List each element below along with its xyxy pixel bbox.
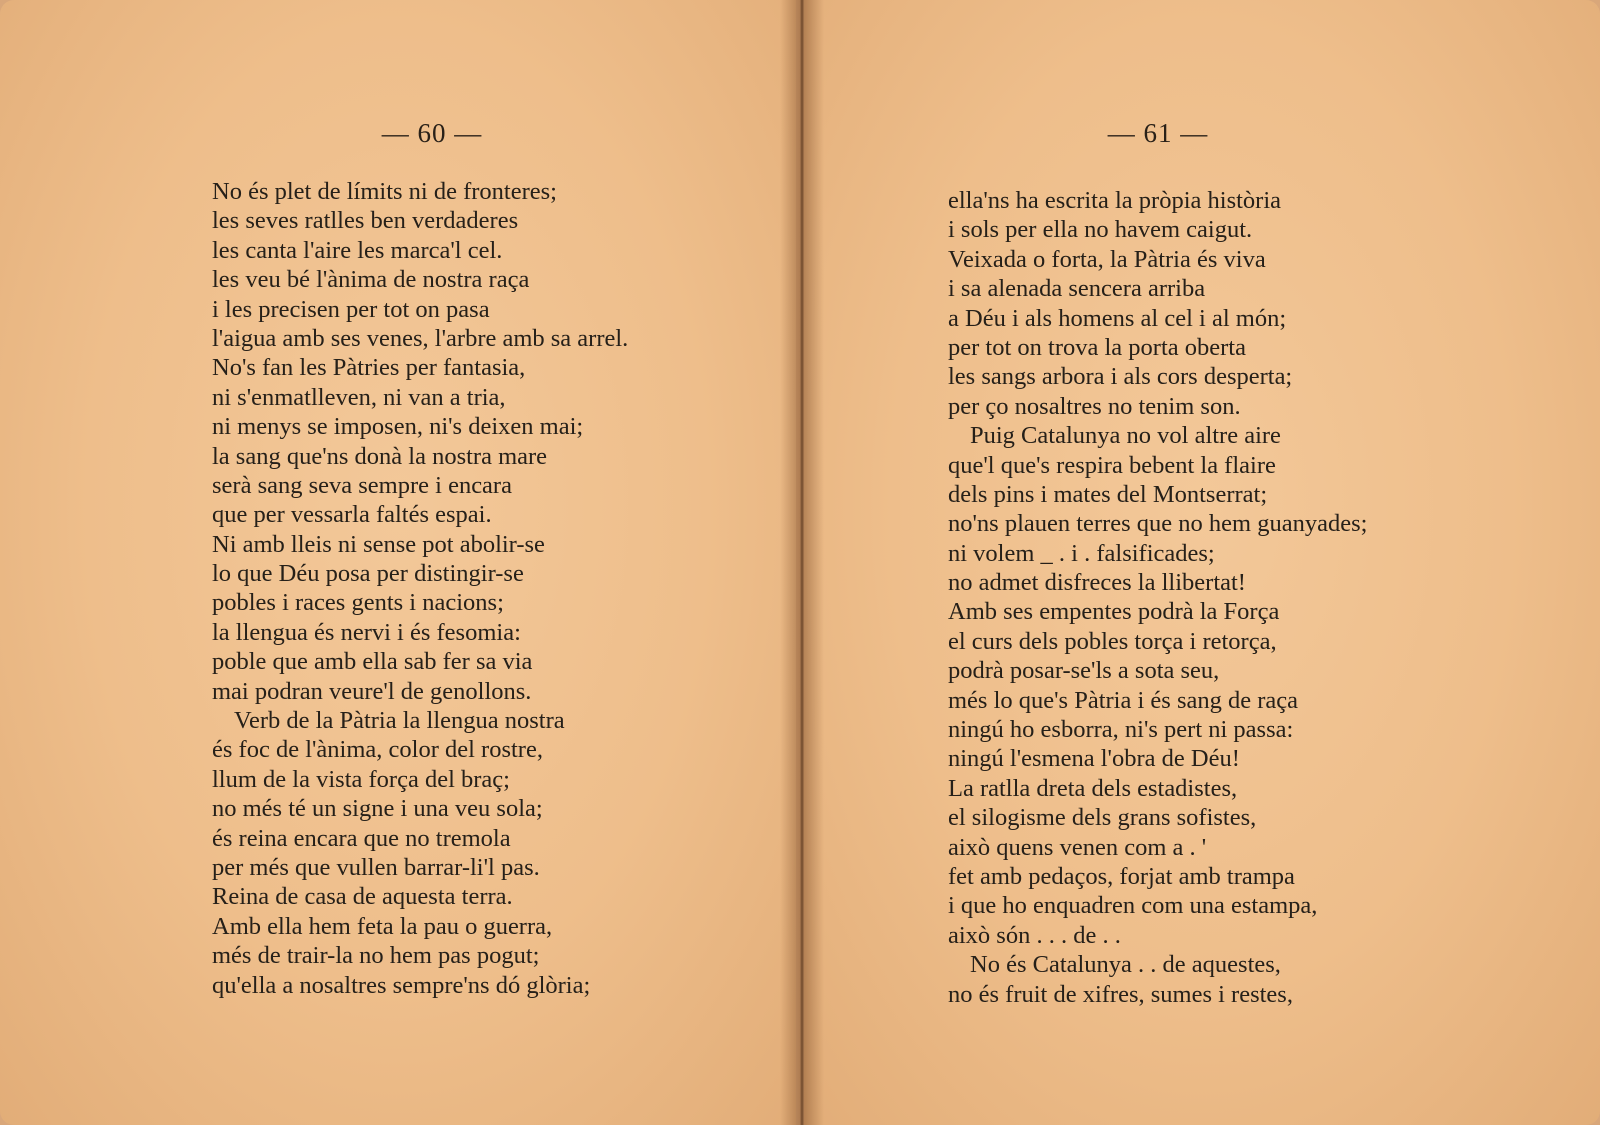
text-line: qu'ella a nosaltres sempre'ns dó glòria;: [212, 971, 591, 999]
text-line: no admet disfreces la llibertat!: [948, 569, 1246, 597]
text-line: és reina encara que no tremola: [212, 824, 511, 852]
text-line: ni s'enmatlleven, ni van a tria,: [212, 383, 506, 411]
text-line: que'l que's respira bebent la flaire: [948, 451, 1276, 479]
text-line: Amb ella hem feta la pau o guerra,: [212, 912, 553, 940]
text-line: les canta l'aire les marca'l cel.: [212, 236, 503, 264]
text-line: Veixada o forta, la Pàtria és viva: [948, 245, 1266, 273]
text-line: la sang que'ns donà la nostra mare: [212, 442, 548, 470]
text-line: Puig Catalunya no vol altre aire: [970, 422, 1281, 450]
text-line: No és plet de límits ni de fronteres;: [212, 178, 557, 205]
text-line: lo que Déu posa per distingir-se: [212, 560, 524, 588]
text-line: Ni amb lleis ni sense pot abolir-se: [212, 530, 545, 558]
text-line: per ço nosaltres no tenim son.: [948, 392, 1241, 420]
text-line: les sangs arbora i als cors desperta;: [948, 363, 1293, 391]
book-gutter: [780, 0, 824, 1125]
right-page-number: — 61 —: [1107, 118, 1209, 148]
text-line: ni volem _ . i . falsificades;: [948, 539, 1215, 567]
text-line: les veu bé l'ànima de nostra raça: [212, 266, 530, 294]
text-line: No és Catalunya . . de aquestes,: [970, 951, 1281, 979]
text-line: més de trair-la no hem pas pogut;: [212, 942, 540, 970]
text-line: les seves ratlles ben verdaderes: [212, 207, 519, 235]
text-line: a Déu i als homens al cel i al món;: [948, 304, 1287, 332]
text-line: per tot on trova la porta oberta: [948, 333, 1246, 361]
left-page-text: [212, 177, 628, 1000]
text-line: Amb ses empentes podrà la Força: [948, 598, 1280, 626]
text-line: ni menys se imposen, ni's deixen mai;: [212, 413, 584, 441]
text-line: això són . . . de . .: [948, 921, 1121, 949]
text-line: serà sang seva sempre i encara: [212, 471, 512, 499]
text-line: no'ns plauen terres que no hem guanyades;: [948, 510, 1368, 538]
text-line: no més té un signe i una veu sola;: [212, 795, 543, 823]
text-line: mai podran veure'l de genollons.: [212, 677, 532, 705]
text-line: el curs dels pobles torça i retorça,: [948, 627, 1277, 655]
text-line: això quens venen com a . ': [948, 833, 1207, 861]
text-line: La ratlla dreta dels estadistes,: [948, 774, 1238, 802]
text-line: el silogisme dels grans sofistes,: [948, 804, 1257, 832]
text-line: i que ho enquadren com una estampa,: [948, 892, 1318, 920]
text-line: Reina de casa de aquesta terra.: [212, 883, 513, 911]
text-line: la llengua és nervi i és fesomia:: [212, 618, 521, 646]
text-line: fet amb pedaços, forjat amb trampa: [948, 862, 1295, 890]
text-line: Verb de la Pàtria la llengua nostra: [234, 707, 565, 735]
text-line: llum de la vista força del braç;: [212, 765, 510, 793]
text-line: no és fruit de xifres, sumes i restes,: [948, 980, 1293, 1008]
text-line: és foc de l'ànima, color del rostre,: [212, 736, 543, 764]
text-line: ningú l'esmena l'obra de Déu!: [948, 745, 1240, 773]
text-line: ella'ns ha escrita la pròpia història: [948, 187, 1281, 214]
text-line: No's fan les Pàtries per fantasia,: [212, 354, 526, 382]
right-page-text: [948, 186, 1367, 1009]
text-line: i sa alenada sencera arriba: [948, 275, 1206, 303]
left-page-number: — 60 —: [381, 118, 483, 148]
text-line: per més que vullen barrar-li'l pas.: [212, 853, 540, 881]
text-line: podrà posar-se'ls a sota seu,: [948, 657, 1220, 685]
text-line: pobles i races gents i nacions;: [212, 589, 504, 617]
text-line: ningú ho esborra, ni's pert ni passa:: [948, 716, 1294, 744]
text-line: més lo que's Pàtria i és sang de raça: [948, 686, 1299, 714]
text-line: i sols per ella no havem caigut.: [948, 216, 1253, 244]
text-line: dels pins i mates del Montserrat;: [948, 480, 1268, 508]
text-line: poble que amb ella sab fer sa via: [212, 648, 533, 676]
text-line: l'aigua amb ses venes, l'arbre amb sa arrel.: [212, 324, 629, 352]
text-line: i les precisen per tot on pasa: [212, 295, 490, 323]
text-line: que per vessarla faltés espai.: [212, 501, 492, 529]
